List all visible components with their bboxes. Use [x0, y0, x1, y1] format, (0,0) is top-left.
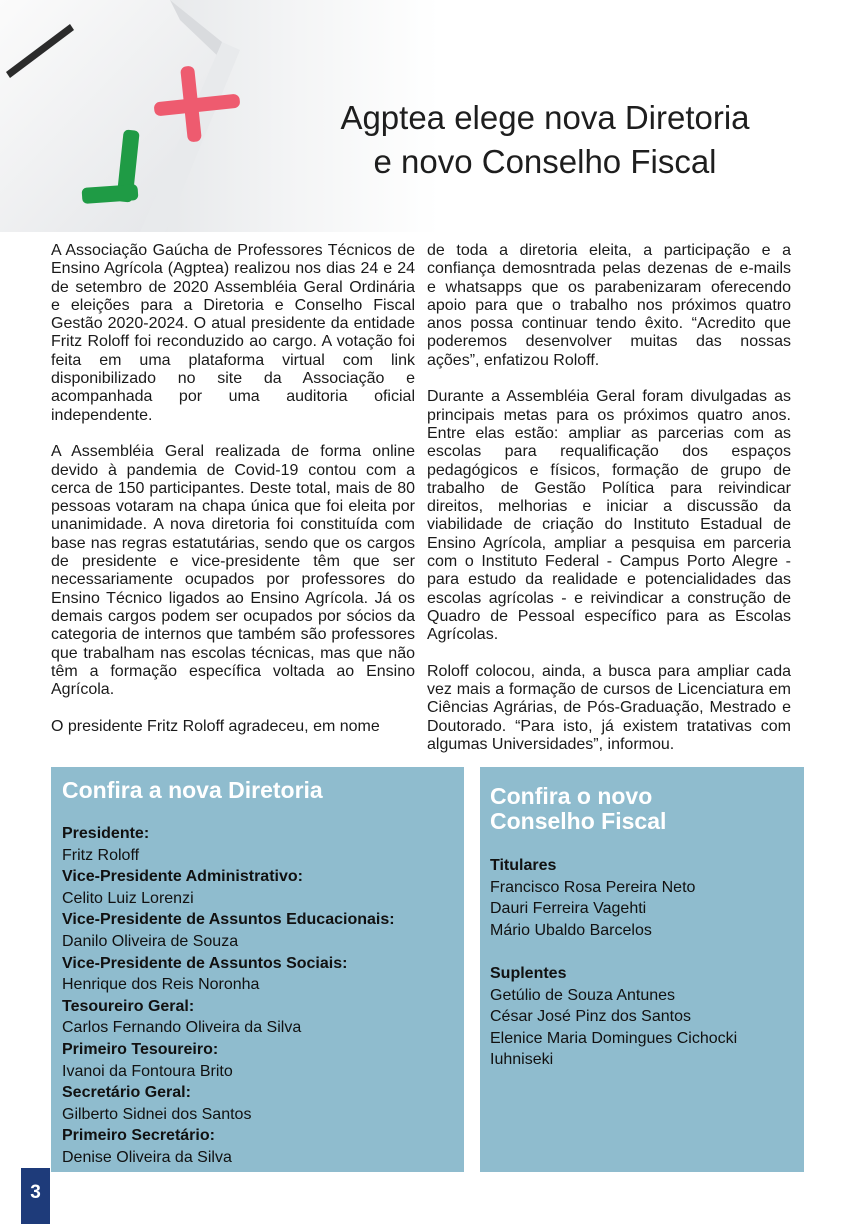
article-paragraph: O presidente Fritz Roloff agradeceu, em nome — [51, 717, 380, 735]
role-label: Vice-Presidente de Assuntos Educacionais: — [62, 911, 395, 929]
role-name: Fritz Roloff — [62, 846, 140, 864]
diretoria-box — [51, 767, 464, 1172]
article-column-right — [427, 242, 791, 773]
title-line-1: Agptea elege nova Diretoria — [340, 99, 750, 136]
role-name: Gilberto Sidnei dos Santos — [62, 1105, 252, 1123]
member-name: Mário Ubaldo Barcelos — [490, 921, 652, 939]
article-paragraph: de toda a diretoria eleita, a participação e a confiança demosntrada pelas dezenas de e-mails e whatsapps que os parabenizaram oferecendo apoio para que o trabalho nos próximos quatro anos possa continuar tendo êxito. “Acredito que poderemos desenvolver muitas das nossas ações”, enfatizou Roloff. — [427, 242, 791, 369]
page-number: 3 — [21, 1168, 50, 1224]
role-name: Ivanoi da Fontoura Brito — [62, 1062, 233, 1080]
article-paragraph: Durante a Assembléia Geral foram divulgadas as principais metas para os próximos quatro anos. Entre elas estão: ampliar as parcerias com as escolas para requalificação dos espaços pedagógicos e físicos, formação de grupo de trabalho de Gestão Política para reivindicar direitos, melhorias e iniciar a discussão da viabilidade de criação do Instituto Estadual de Ensino Agrícola, ampliar a pesquisa em parceria com o Instituto Federal - Campus Porto Alegre - para estudo da realidade e potencialidades das escolas agrícolas - e reivindicar a construção de Quadro de Pessoal específico para as Escolas Agrícolas. — [427, 388, 791, 644]
member-name: Getúlio de Souza Antunes — [490, 986, 676, 1004]
member-name: Elenice Maria Domingues Cichocki — [490, 1029, 738, 1047]
role-label: Vice-Presidente Administrativo: — [62, 868, 303, 886]
diretoria-list — [62, 823, 395, 1169]
role-name: Carlos Fernando Oliveira da Silva — [62, 1019, 302, 1037]
role-label: Vice-Presidente de Assuntos Sociais: — [62, 954, 348, 972]
role-name: Henrique dos Reis Noronha — [62, 976, 260, 994]
conselho-title-line-2: Conselho Fiscal — [490, 808, 667, 834]
member-name: Dauri Ferreira Vagehti — [490, 900, 647, 918]
title-line-2: e novo Conselho Fiscal — [373, 143, 717, 180]
article-column-left — [51, 242, 415, 754]
role-name: Celito Luiz Lorenzi — [62, 889, 194, 907]
role-label: Primeiro Secretário: — [62, 1127, 215, 1145]
role-name: Denise Oliveira da Silva — [62, 1148, 232, 1166]
diretoria-title: Confira a nova Diretoria — [62, 777, 323, 803]
role-label: Presidente: — [62, 825, 150, 842]
suplentes-label: Suplentes — [490, 964, 567, 982]
page-title — [300, 96, 790, 184]
conselho-title — [490, 784, 790, 834]
spacer — [490, 941, 737, 963]
member-name: César José Pinz dos Santos — [490, 1008, 691, 1026]
member-name: Iuhniseki — [490, 1051, 554, 1069]
role-label: Primeiro Tesoureiro: — [62, 1040, 219, 1058]
titulares-label: Titulares — [490, 857, 557, 874]
role-name: Danilo Oliveira de Souza — [62, 932, 239, 950]
header-banner — [0, 0, 845, 232]
conselho-list — [490, 855, 737, 1071]
ballot-box-illustration — [0, 0, 300, 232]
conselho-title-line-1: Confira o novo — [490, 783, 653, 809]
article-paragraph: A Assembléia Geral realizada de forma online devido à pandemia de Covid-19 contou com a cerca de 150 participantes. Deste total, mais de 80 pessoas votaram na chapa única que foi eleita por unanimidade. A nova diretoria foi constituída com base nas regras estatutárias, sendo que os cargos de presidente e vice-presidente têm que ser necessariamente ocupados por professores do Ensino Técnico ligados ao Ensino Agrícola. Já os demais cargos podem ser ocupados por sócios da categoria de internos que também são professores que trabalham nas escolas técnicas, mas que não têm a formação específica voltada ao Ensino Agrícola. — [51, 443, 415, 699]
role-label: Tesoureiro Geral: — [62, 997, 195, 1015]
article-paragraph: A Associação Gaúcha de Professores Técnicos de Ensino Agrícola (Agptea) realizou nos dias 24 e 24 de setembro de 2020 Assembléia Geral Ordinária e eleições para a Diretoria e Conselho Fiscal Gestão 2020-2024. O atual presidente da entidade Fritz Roloff foi reconduzido ao cargo. A votação foi feita em uma plataforma virtual com link disponibilizado no site da Associação e acompanhada por uma auditoria oficial independente. — [51, 242, 415, 424]
role-label: Secretário Geral: — [62, 1084, 191, 1102]
member-name: Francisco Rosa Pereira Neto — [490, 878, 696, 896]
article-paragraph: Roloff colocou, ainda, a busca para ampliar cada vez mais a formação de cursos de Licenciatura em Ciências Agrárias, de Pós-Graduação, Mestrado e Doutorado. “Para isto, já existem tratativas com algumas Universidades”, informou. — [427, 662, 791, 754]
conselho-box — [480, 767, 804, 1172]
